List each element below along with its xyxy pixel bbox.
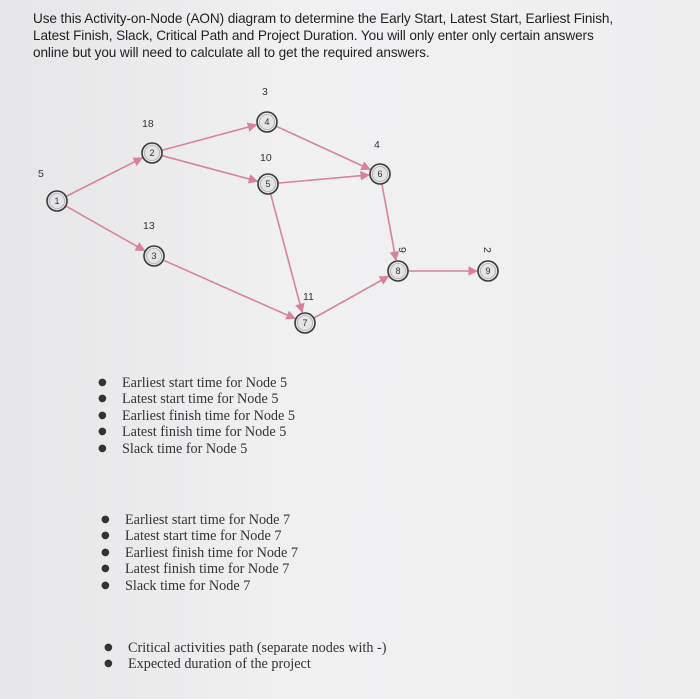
list-item [101,545,298,561]
bullet-icon: ● [98,377,107,388]
bullet-icon: ● [101,563,110,575]
node-4 [257,86,277,132]
question-text: Earliest start time for Node 5 [122,375,288,391]
node-1 [38,168,67,211]
question-text: Latest finish time for Node 5 [122,424,287,441]
edge-1-3 [66,206,145,251]
node-number: 1 [54,196,60,207]
list-item [104,640,386,656]
node-number: 6 [377,169,383,180]
list-item [98,408,295,424]
node7-question-list [101,512,298,594]
edge-5-7 [271,194,303,313]
node-2 [142,118,162,163]
node-6 [370,139,390,184]
question-text: Earliest finish time for Node 7 [125,544,298,561]
list-item [104,656,386,672]
list-item [98,375,295,391]
edge-1-2 [66,158,142,197]
bullet-icon: ● [98,409,107,421]
node-duration: 2 [481,247,493,253]
question-text: Earliest start time for Node 7 [125,512,291,528]
edge-2-4 [162,125,257,151]
question-text: Latest start time for Node 5 [122,391,279,408]
node-duration: 4 [374,139,380,151]
node5-question-list [98,375,295,457]
bullet-icon: ● [98,426,107,438]
edge-7-8 [314,276,389,318]
instructions-line: Latest Finish, Slack, Critical Path and Project Duration. You will only enter only certain answers [33,28,594,43]
bullet-icon: ● [101,530,110,542]
node-number: 4 [264,117,270,128]
node-number: 8 [395,266,401,277]
list-item [98,391,295,407]
instructions-line: online but you will need to calculate all to get the required answers. [33,45,430,60]
question-text: Expected duration of the project [128,656,311,673]
node-duration: 5 [38,168,44,180]
node-duration: 18 [142,118,154,130]
question-text: Critical activities path (separate nodes with -) [128,640,387,656]
instructions-text [33,10,683,61]
node-duration: 10 [260,152,272,164]
bullet-icon: ● [98,442,107,454]
list-item [101,512,298,528]
bullet-icon: ● [101,579,110,591]
node-5 [258,152,278,194]
node-number: 5 [265,179,271,190]
edge-3-7 [163,260,295,318]
edge-5-6 [278,175,369,183]
aon-diagram [0,80,700,345]
node-duration: 9 [396,247,408,253]
node-number: 9 [485,266,491,277]
list-item [101,578,298,594]
question-text: Earliest finish time for Node 5 [122,407,295,424]
node-duration: 13 [143,220,155,232]
node-duration: 3 [262,86,268,98]
question-text: Slack time for Node 7 [125,577,251,594]
instructions-line: Use this Activity-on-Node (AON) diagram to determine the Early Start, Latest Start, Earliest Finish, [33,11,614,26]
node-number: 2 [149,148,155,159]
list-item [98,424,295,440]
list-item [98,441,295,457]
edge-4-6 [276,126,370,169]
question-text: Slack time for Node 5 [122,440,248,457]
list-item [101,561,298,577]
node-duration: 11 [303,291,314,303]
node-3 [143,220,164,266]
project-question-list [104,640,386,673]
bullet-icon: ● [101,514,110,525]
list-item [101,528,298,544]
bullet-icon: ● [104,658,113,670]
bullet-icon: ● [98,393,107,405]
node-number: 3 [151,251,157,262]
edge-2-5 [162,156,258,182]
question-text: Latest start time for Node 7 [125,528,282,545]
bullet-icon: ● [104,642,113,653]
question-text: Latest finish time for Node 7 [125,561,290,578]
edge-6-8 [382,184,396,260]
node-9 [478,247,498,281]
diagram-nodes [38,86,498,333]
node-number: 7 [302,318,308,329]
bullet-icon: ● [101,546,110,558]
node-8 [388,247,408,281]
